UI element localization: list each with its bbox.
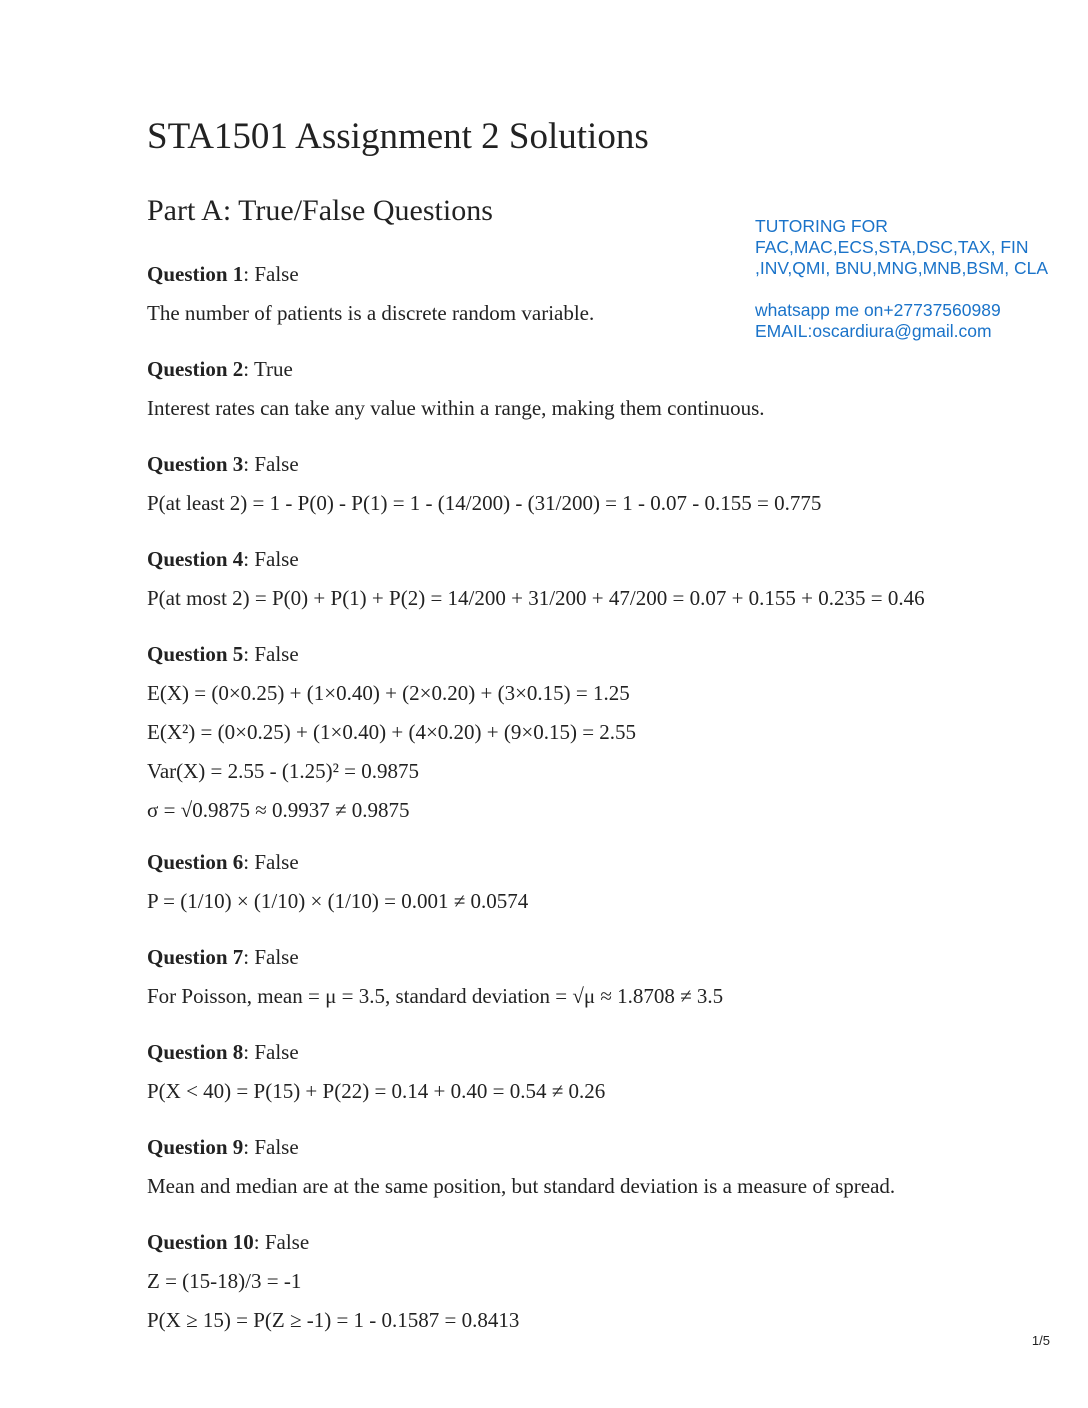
question-heading	[147, 445, 821, 484]
question-heading	[147, 1128, 895, 1167]
question-label: Question 8	[147, 1040, 244, 1064]
question-explanation: Var(X) = 2.55 - (1.25)² = 0.9875	[147, 759, 420, 783]
question-block	[147, 1223, 519, 1340]
question-label: Question 6	[147, 850, 244, 874]
question-answer: : False	[243, 547, 299, 571]
question-label: Question 5	[147, 642, 244, 666]
question-block	[147, 255, 594, 333]
question-block	[147, 540, 925, 618]
question-label: Question 3	[147, 452, 244, 476]
page-title: STA1501 Assignment 2 Solutions	[147, 116, 649, 157]
question-answer: : False	[243, 850, 299, 874]
question-explanation: P(X ≥ 15) = P(Z ≥ -1) = 1 - 0.1587 = 0.8413	[147, 1308, 520, 1332]
question-answer: : False	[243, 642, 299, 666]
question-heading	[147, 843, 528, 882]
question-block	[147, 1128, 895, 1206]
question-explanation: P = (1/10) × (1/10) × (1/10) = 0.001 ≠ 0.0574	[147, 889, 529, 913]
question-label: Question 7	[147, 945, 244, 969]
question-block	[147, 938, 723, 1016]
question-answer: : False	[243, 452, 299, 476]
question-answer: : False	[243, 262, 299, 286]
question-label: Question 10	[147, 1230, 254, 1254]
tutoring-advert	[755, 216, 1048, 342]
question-explanation: The number of patients is a discrete random variable.	[147, 301, 595, 325]
page-number: 1/5	[1031, 1333, 1050, 1348]
question-heading	[147, 635, 636, 674]
question-heading	[147, 350, 765, 389]
question-block	[147, 1033, 605, 1111]
question-answer: : False	[243, 1040, 299, 1064]
question-heading	[147, 255, 594, 294]
question-explanation: P(at least 2) = 1 - P(0) - P(1) = 1 - (14/200) - (31/200) = 1 - 0.07 - 0.155 = 0.775	[147, 491, 822, 515]
question-block	[147, 350, 765, 428]
question-block	[147, 843, 528, 921]
question-label: Question 1	[147, 262, 244, 286]
question-explanation: E(X) = (0×0.25) + (1×0.40) + (2×0.20) + (3×0.15) = 1.25	[147, 681, 630, 705]
question-explanation: Mean and median are at the same position, but standard deviation is a measure of spread.	[147, 1174, 896, 1198]
question-heading	[147, 1033, 605, 1072]
question-answer: : False	[243, 1135, 299, 1159]
advert-line: ,INV,QMI, BNU,MNG,MNB,BSM, CLA	[755, 258, 1049, 278]
advert-line: TUTORING FOR	[755, 216, 888, 236]
question-explanation: Z = (15-18)/3 = -1	[147, 1269, 302, 1293]
question-label: Question 4	[147, 547, 244, 571]
question-heading	[147, 938, 723, 977]
question-explanation: P(at most 2) = P(0) + P(1) + P(2) = 14/200 + 31/200 + 47/200 = 0.07 + 0.155 + 0.235 = 0.46	[147, 586, 925, 610]
advert-email: EMAIL:oscardiura@gmail.com	[755, 321, 992, 341]
question-label: Question 2	[147, 357, 244, 381]
advert-whatsapp: whatsapp me on+27737560989	[755, 300, 1001, 320]
question-answer: : True	[243, 357, 293, 381]
question-explanation: P(X < 40) = P(15) + P(22) = 0.14 + 0.40 = 0.54 ≠ 0.26	[147, 1079, 606, 1103]
advert-line	[755, 279, 1048, 300]
question-block	[147, 635, 636, 830]
question-heading	[147, 540, 925, 579]
question-heading	[147, 1223, 519, 1262]
question-answer: : False	[243, 945, 299, 969]
question-explanation: Interest rates can take any value within a range, making them continuous.	[147, 396, 765, 420]
question-explanation: E(X²) = (0×0.25) + (1×0.40) + (4×0.20) + (9×0.15) = 2.55	[147, 720, 637, 744]
section-title: Part A: True/False Questions	[147, 194, 493, 227]
advert-line: FAC,MAC,ECS,STA,DSC,TAX, FIN	[755, 237, 1029, 257]
question-explanation: For Poisson, mean = μ = 3.5, standard deviation = √μ ≈ 1.8708 ≠ 3.5	[147, 984, 724, 1008]
question-answer: : False	[253, 1230, 310, 1254]
question-explanation: σ = √0.9875 ≈ 0.9937 ≠ 0.9875	[147, 798, 410, 822]
question-block	[147, 445, 821, 523]
question-label: Question 9	[147, 1135, 244, 1159]
